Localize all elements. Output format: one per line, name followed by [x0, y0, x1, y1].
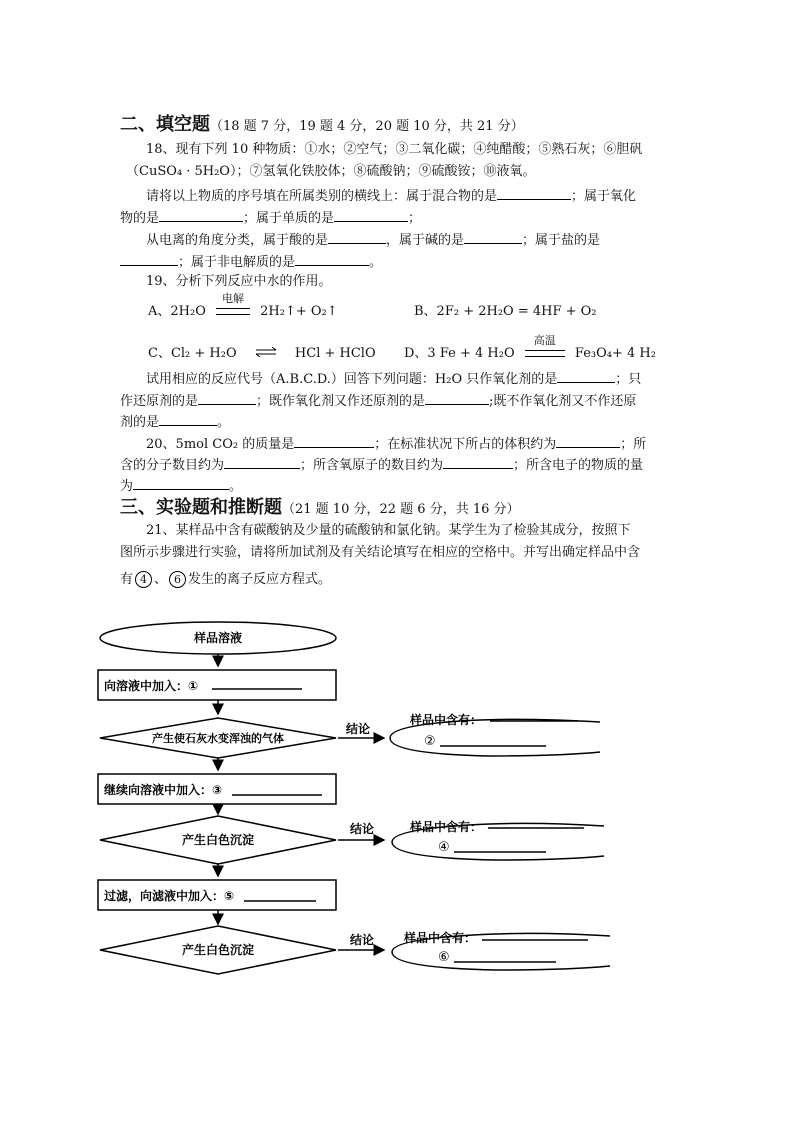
answer-6-marker: ⑥	[438, 950, 450, 965]
circled-4: 4	[135, 571, 152, 588]
q20-electrons-label-2: 为	[120, 479, 134, 494]
q21-line-1: 21、某样品中含有碳酸钠及少量的硫酸钠和氯化钠。某学生为了检验其成分，按照下	[146, 523, 631, 538]
q18-line4-end: ；	[408, 211, 422, 226]
q21-separator: 、	[154, 572, 168, 587]
q21-ionic-label: 发生的离子反应方程式。	[188, 572, 332, 587]
q20-mass-label: 20、5mol CO₂ 的质量是	[146, 437, 295, 452]
contains1-label: 样品中含有：	[410, 713, 483, 727]
q18-line-2: （CuSO₄ · 5H₂O）；⑦氢氧化铁胶体；⑧硫酸钠；⑨硫酸铵；⑩液氧。	[126, 164, 536, 179]
q21-line-2: 图所示步骤进行实验，请将所加试剂及有关结论填写在相应的空格中。并写出确定样品中含	[120, 545, 641, 560]
q19-both-label: ；既作氧化剂又作还原剂的是	[256, 394, 426, 409]
q19-reducer-label: 作还原剂的是	[120, 394, 199, 409]
step3-label: 过滤，向滤液中加入：⑤	[104, 889, 235, 903]
eq-a-right: 2H₂↑+ O₂↑	[260, 304, 338, 319]
q20-volume-label: ；在标准状况下所占的体积约为	[374, 437, 557, 452]
step2-label: 继续向溶液中加入：③	[104, 783, 223, 797]
eq-a-condition: 电解	[222, 292, 245, 305]
eq-c-right: HCl + HClO	[294, 346, 376, 361]
start-label: 样品溶液	[193, 631, 243, 645]
q19-line3-end: 。	[217, 415, 231, 430]
q18-nonelectrolyte-label: ；属于非电解质的是	[178, 255, 296, 270]
q20-electrons-label: ；所含电子的物质的量	[513, 458, 644, 473]
check1-label: 产生使石灰水变浑浊的气体	[152, 732, 284, 745]
eq-c-left: C、Cl₂ + H₂O	[148, 346, 237, 361]
contains2-label: 样品中含有：	[410, 820, 483, 834]
q18-line-1: 18、现有下列 10 种物质：①水；②空气；③二氧化碳；④纯醋酸；⑤熟石灰；⑥胆矾	[146, 142, 643, 157]
q19-equation-b: B、2F₂ + 2H₂O = 4HF + O₂	[414, 304, 597, 319]
eq-d-right: Fe₃O₄+ 4 H₂	[574, 346, 656, 361]
answer-2-marker: ②	[424, 734, 436, 749]
q19-line1-end: ；只	[615, 372, 642, 387]
eq-d-condition: 高温	[533, 334, 556, 347]
section-2-points: （18 题 7 分，19 题 4 分，20 题 10 分，共 21 分）	[210, 119, 524, 134]
eq-a-left: A、2H₂O	[148, 304, 206, 319]
q18-oxide-label: ；属于氧化	[571, 189, 637, 204]
section-2-title: 二、填空题	[120, 114, 210, 135]
q18-mixture-label: 请将以上物质的序号填在所属类别的横线上：属于混合物的是	[146, 189, 498, 204]
q18-oxide-label-2: 物的是	[120, 211, 160, 226]
q18-element-label: ；属于单质的是	[243, 211, 335, 226]
q19-title: 19、分析下列反应中水的作用。	[146, 274, 332, 289]
q21-has-label: 有	[120, 572, 134, 587]
section-3-points: （21 题 10 分，22 题 6 分，共 16 分）	[282, 502, 520, 517]
conclusion3-label: 结论	[350, 933, 375, 947]
conclusion1-label: 结论	[346, 722, 371, 736]
contains3-label: 样品中含有：	[404, 931, 477, 945]
q18-base-label: ，属于碱的是	[386, 233, 465, 248]
circled-6: 6	[169, 571, 186, 588]
q20-line1-end: ；所	[620, 437, 647, 452]
answer-4-marker: ④	[438, 840, 450, 855]
q19-neither-label: ;既不作氧化剂又不作还原	[489, 394, 637, 409]
q20-molecules-label: 含的分子数目约为	[120, 458, 225, 473]
q19-neither-label-2: 剂的是	[120, 415, 160, 430]
q18-acid-label: 从电离的角度分类，属于酸的是	[146, 233, 329, 248]
q19-oxidizer-label: 试用相应的反应代号（A.B.C.D.）回答下列问题：H₂O 只作氧化剂的是	[146, 372, 558, 387]
check2-label: 产生白色沉淀	[181, 833, 255, 847]
conclusion2-label: 结论	[350, 822, 375, 836]
step1-label: 向溶液中加入：①	[104, 679, 199, 693]
q20-oxygen-label: ；所含氧原子的数目约为	[300, 458, 444, 473]
section-3-title: 三、实验题和推断题	[120, 497, 282, 518]
q18-salt-label: ；属于盐的是	[522, 233, 601, 248]
q18-line6-end: 。	[369, 255, 383, 270]
check3-label: 产生白色沉淀	[181, 943, 255, 957]
eq-d-left: D、3 Fe + 4 H₂O	[404, 346, 515, 361]
q20-line3-end: 。	[229, 479, 243, 494]
